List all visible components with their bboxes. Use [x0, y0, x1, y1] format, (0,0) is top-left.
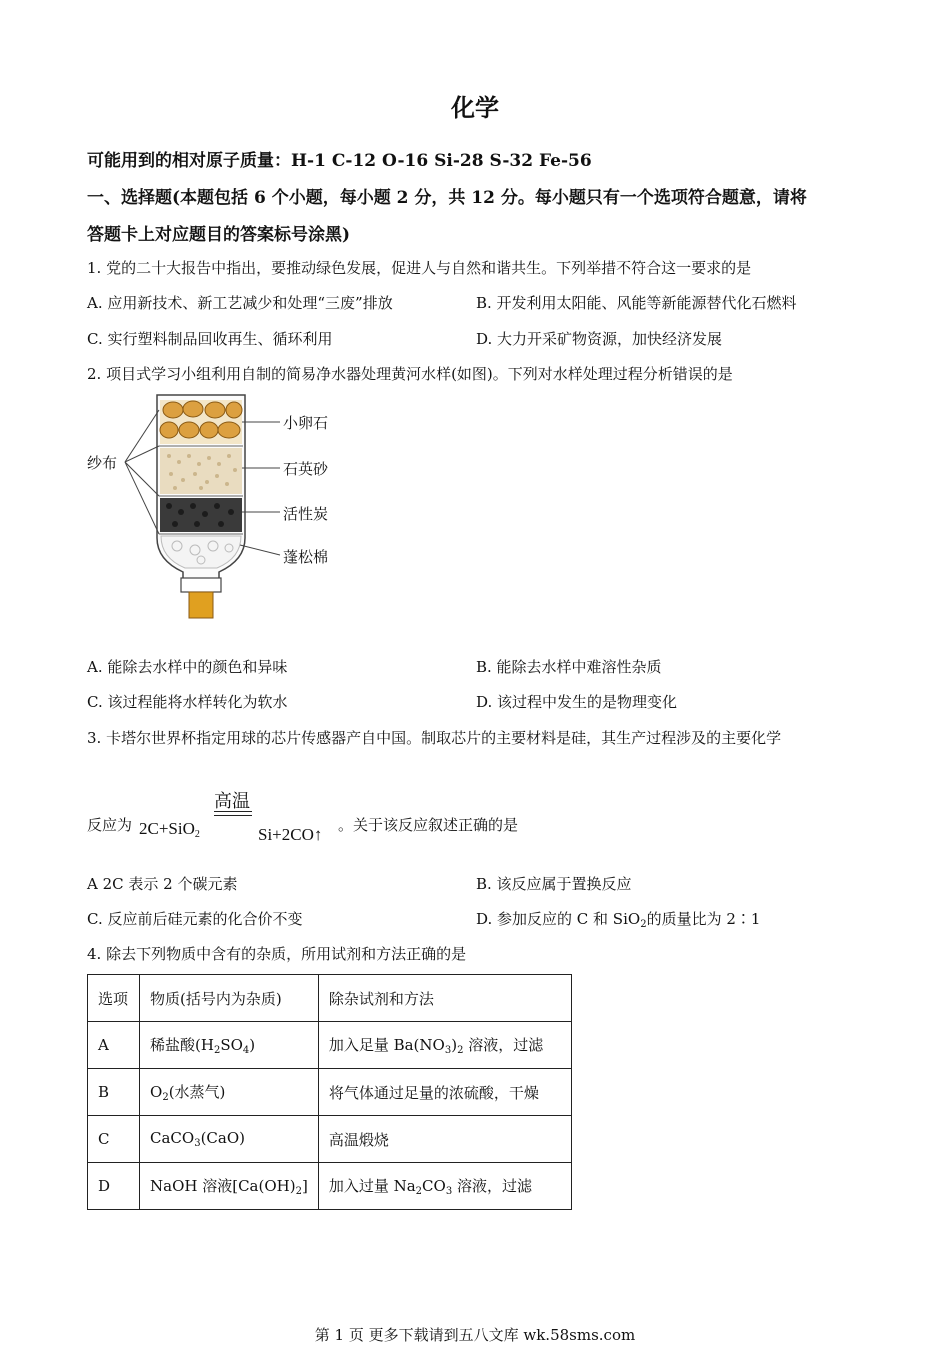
fig-label-cotton: 蓬松棉	[283, 548, 329, 566]
table-row	[88, 1069, 572, 1116]
q3-equals-line-2	[214, 815, 252, 816]
q1-option-a: A. 应用新技术、新工艺减少和处理“三废”排放	[87, 294, 393, 312]
q2-option-a: A. 能除去水样中的颜色和异味	[87, 658, 288, 676]
fig-label-quartz: 石英砂	[283, 460, 329, 478]
q3-option-a: A 2C 表示 2 个碳元素	[87, 875, 238, 893]
header-option: 选项	[88, 975, 140, 1022]
table-row	[88, 1022, 572, 1069]
row-method: 加入过量 $Na_2CO_3$ 溶液，过滤	[318, 1163, 571, 1210]
q3-option-b: B. 该反应属于置换反应	[476, 875, 632, 893]
fig-label-carbon: 活性炭	[283, 505, 329, 523]
q3-equation-right: Si+2CO↑	[258, 825, 323, 844]
section-heading-line2: 答题卡上对应题目的答案标号涂黑)	[87, 225, 351, 245]
page-footer: 第 1 页 更多下载请到五八文库 wk.58sms.com	[314, 1326, 636, 1344]
header-substance: 物质(括号内为杂质)	[140, 975, 319, 1022]
row-option: D	[88, 1163, 140, 1210]
q3-option-d: D. 参加反应的 C 和 SiO$_2$的质量比为 2∶1	[476, 910, 761, 930]
row-option: C	[88, 1116, 140, 1163]
row-method: 高温煅烧	[318, 1116, 571, 1163]
q3-equals-line-1	[214, 811, 252, 812]
q1-option-d: D. 大力开采矿物资源，加快经济发展	[476, 330, 723, 348]
q3-lead: 反应为	[87, 816, 133, 834]
q2-option-d: D. 该过程中发生的是物理变化	[476, 693, 678, 711]
q1-option-b: B. 开发利用太阳能、风能等新能源替代化石燃料	[476, 294, 797, 312]
row-option: B	[88, 1069, 140, 1116]
q2-option-c: C. 该过程能将水样转化为软水	[87, 693, 288, 711]
table-header-row	[88, 975, 572, 1022]
q3-equation-condition: 高温	[214, 791, 250, 812]
section-heading-line1: 一、选择题(本题包括 6 个小题，每小题 2 分，共 12 分。每小题只有一个选项符合题意，请将	[87, 188, 807, 208]
q2-stem: 2. 项目式学习小组利用自制的简易净水器处理黄河水样(如图)。下列对水样处理过程分析错误的是	[87, 365, 733, 383]
q3-stem: 3. 卡塔尔世界杯指定用球的芯片传感器产自中国。制取芯片的主要材料是硅，其生产过程涉及的主要化学	[87, 729, 782, 747]
row-substance: NaOH 溶液$[Ca(OH)_2]$	[140, 1163, 319, 1210]
q2-option-b: B. 能除去水样中难溶性杂质	[476, 658, 662, 676]
table-row	[88, 1116, 572, 1163]
q3-equation-left: 2C+SiO$_2$	[139, 819, 200, 840]
row-method: 将气体通过足量的浓硫酸，干燥	[318, 1069, 571, 1116]
atomic-masses: 可能用到的相对原子质量：H-1 C-12 O-16 Si-28 S-32 Fe-56	[87, 151, 592, 171]
fig-label-gauze: 纱布	[87, 454, 118, 472]
row-substance: CaCO$_3$(CaO)	[140, 1116, 319, 1163]
fig-label-pebble: 小卵石	[283, 414, 329, 432]
row-substance: 稀盐酸$(H_2SO_4)$	[140, 1022, 319, 1069]
table-row	[88, 1163, 572, 1210]
row-substance: $O_2$(水蒸气)	[140, 1069, 319, 1116]
q4-stem: 4. 除去下列物质中含有的杂质，所用试剂和方法正确的是	[87, 945, 467, 963]
header-method: 除杂试剂和方法	[318, 975, 571, 1022]
row-option: A	[88, 1022, 140, 1069]
q4-table	[87, 974, 572, 1210]
row-method: 加入足量 $Ba(NO_3)_2$ 溶液，过滤	[318, 1022, 571, 1069]
page-title: 化学	[451, 93, 499, 122]
q1-stem: 1. 党的二十大报告中指出，要推动绿色发展，促进人与自然和谐共生。下列举措不符合这一要求的是	[87, 259, 752, 277]
q3-tail: 。关于该反应叙述正确的是	[338, 816, 519, 834]
q1-option-c: C. 实行塑料制品回收再生、循环利用	[87, 330, 333, 348]
q3-option-c: C. 反应前后硅元素的化合价不变	[87, 910, 303, 928]
